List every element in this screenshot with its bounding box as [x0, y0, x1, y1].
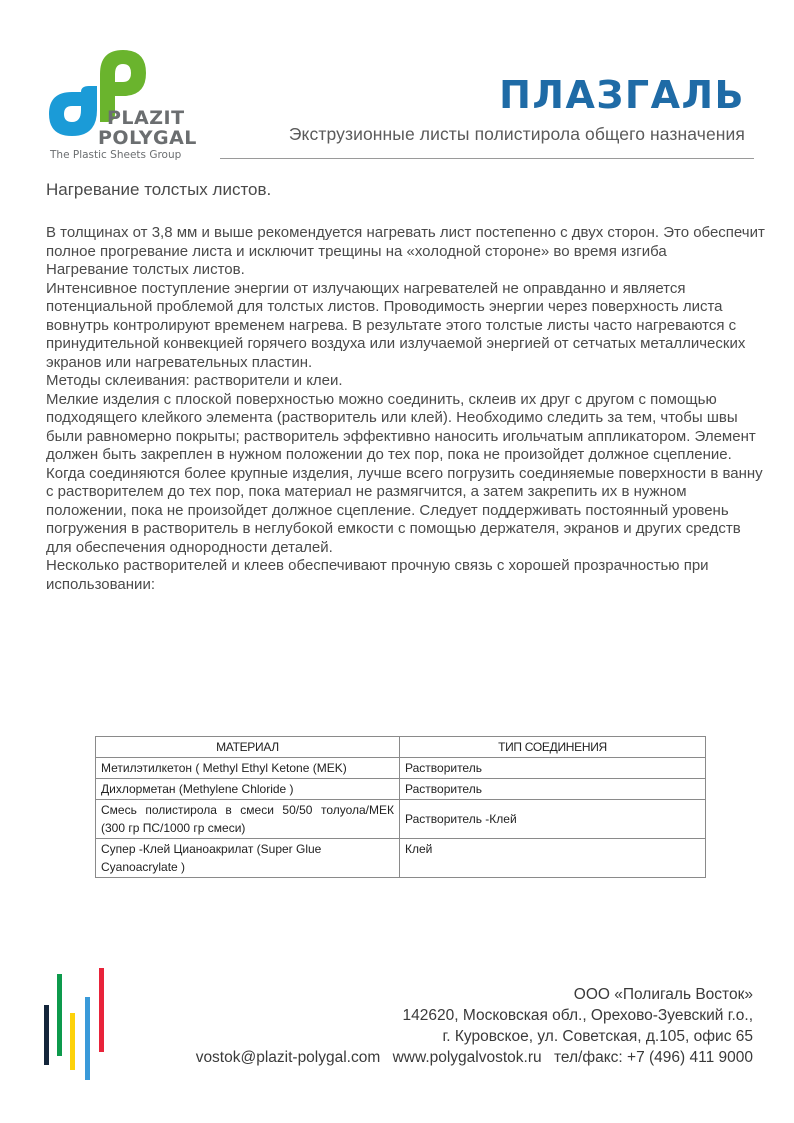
paragraph: В толщинах от 3,8 мм и выше рекомендуется нагревать лист постепенно с двух сторон. Это обеспечит полное прогревание листа и исключит трещины на «холодной стороне» во время изгиба [46, 224, 765, 260]
column-header-joint-type: ТИП СОЕДИНЕНИЯ [400, 737, 706, 758]
table-row [96, 839, 706, 878]
cell-material: Смесь полистирола в смеси 50/50 толуола/МЕК (300 гр ПС/1000 гр смеси) [96, 800, 400, 839]
table-row [96, 800, 706, 839]
column-header-material: МАТЕРИАЛ [96, 737, 400, 758]
cell-joint-type: Растворитель [400, 758, 706, 779]
paragraph: Интенсивное поступление энергии от излучающих нагревателей не оправданно и является потенциальной проблемой для толстых листов. Проводимость энергии через поверхность листа вовнутрь контролируют временем нагрева. В результате этого толстые листы часто нагреваются с принудительной конвекцией горячего воздуха или излучаемой энергией от сетчатых металлических экранов или нагревательных пластин. [46, 279, 746, 371]
bar-navy [44, 1005, 49, 1065]
company-logo [45, 48, 205, 164]
logo-tagline: The Plastic Sheets Group [50, 149, 182, 161]
cell-material: Супер -Клей Цианоакрилат (Super Glue Cyanoacrylate ) [96, 839, 400, 878]
address-line-1: 142620, Московская обл., Орехово-Зуевский г.о., [402, 1007, 753, 1024]
paragraph: Методы склеивания: растворители и клеи. [46, 372, 343, 389]
cell-joint-type: Растворитель -Клей [400, 800, 706, 839]
phone-number: тел/факс: +7 (496) 411 9000 [553, 1049, 753, 1066]
company-name: ООО «Полигаль Восток» [573, 986, 753, 1003]
cell-material: Метилэтилкетон ( Methyl Ethyl Ketone (MEK) [96, 758, 400, 779]
bar-yellow [70, 1013, 75, 1070]
logo-word-polygal: POLYGAL [98, 127, 197, 149]
email-link[interactable]: vostok@plazit-polygal.com [195, 1049, 381, 1066]
adhesives-table [95, 736, 706, 878]
table-header-row [96, 737, 706, 758]
paragraph: Когда соединяются более крупные изделия, лучше всего погрузить соединяемые поверхности в ванну с растворителем до тех пор, пока материал не размягчится, а затем закрепить их в нужном положении, пока не произойдет должное сцепление. Следует поддерживать постоянный уровень погружения в растворитель в неглубокой емкости с помощью держателя, экранов и других средств для обеспечения однородности деталей. [46, 464, 763, 556]
table-row [96, 779, 706, 800]
section-title: Нагревание толстых листов. [46, 180, 272, 199]
logo-word-plazit: PLAZIT [107, 107, 185, 129]
color-bars-decoration [44, 968, 114, 1080]
paragraph: Мелкие изделия с плоской поверхностью можно соединить, склеив их друг с другом с помощью подходящего клейкого элемента (растворитель или клей). Необходимо следить за тем, чтобы швы были равномерно покрыты; растворитель эффективно наносить игольчатым аппликатором. Элемент должен быть закреплен в нужном положении до тех пор, пока не произойдет должное сцепление. [46, 390, 756, 463]
footer-contacts [196, 984, 753, 1068]
cell-joint-type: Клей [400, 839, 706, 878]
bar-blue [85, 997, 90, 1080]
body-text [46, 224, 766, 594]
bar-red [99, 968, 104, 1052]
brand-title: ПЛАЗГАЛЬ [499, 73, 745, 117]
cell-joint-type: Растворитель [400, 779, 706, 800]
address-line-2: г. Куровское, ул. Советская, д.105, офис 65 [442, 1028, 753, 1045]
website-link[interactable]: www.polygalvostok.ru [392, 1049, 542, 1066]
contact-line [196, 1047, 753, 1068]
bar-green [57, 974, 62, 1056]
brand-subtitle: Экструзионные листы полистирола общего назначения [288, 124, 745, 144]
cell-material: Дихлорметан (Methylene Chloride ) [96, 779, 400, 800]
table-row [96, 758, 706, 779]
header-divider [220, 158, 754, 159]
paragraph: Несколько растворителей и клеев обеспечивают прочную связь с хорошей прозрачностью при использовании: [46, 557, 709, 593]
paragraph: Нагревание толстых листов. [46, 261, 245, 278]
